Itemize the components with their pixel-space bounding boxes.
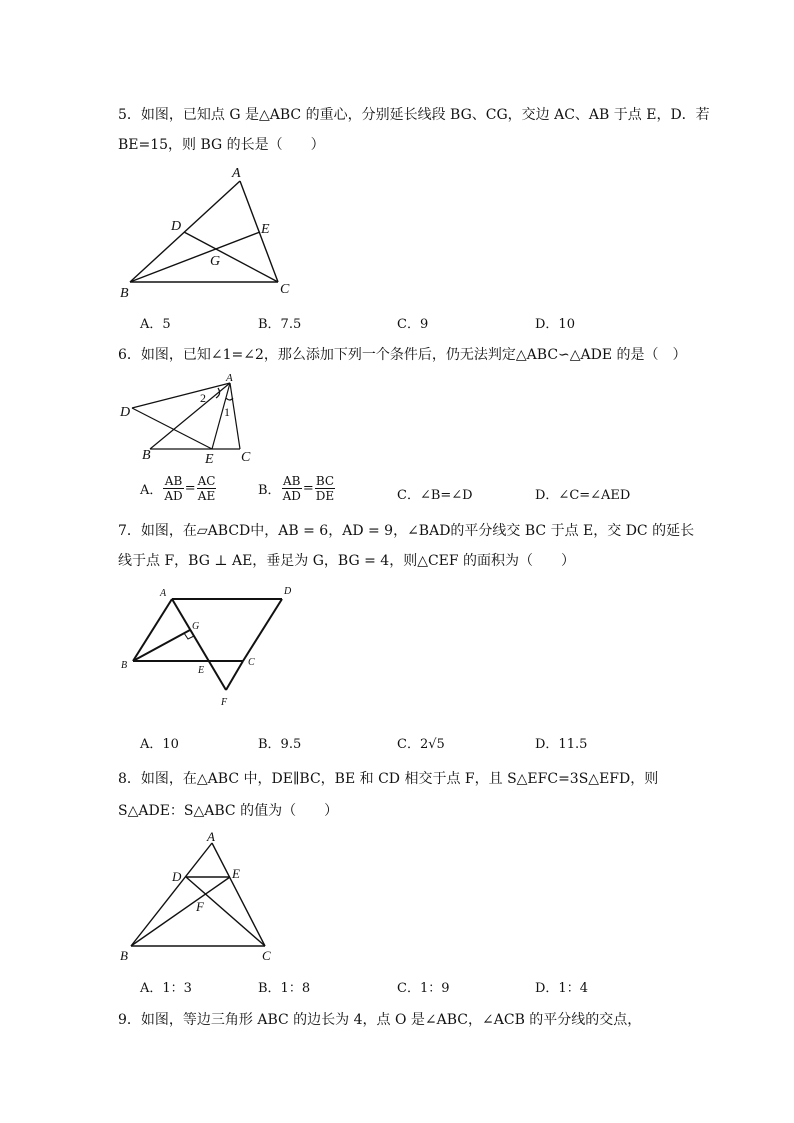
q6-option-a: A． $\frac{AB}{AD}$ = $\frac{AC}{AE}$ bbox=[140, 474, 216, 503]
q6-label-E: E bbox=[205, 452, 214, 467]
q7-label-E: E bbox=[198, 665, 205, 676]
q8-option-c: C．1：9 bbox=[397, 981, 450, 996]
q7-option-b: B．9.5 bbox=[258, 737, 302, 752]
q6-option-c: C．∠B=∠D bbox=[397, 488, 473, 503]
q6-option-a-den2: AE bbox=[197, 489, 216, 503]
q6-label-angle1: 1 bbox=[224, 405, 230, 419]
q5-option-d: D．10 bbox=[535, 317, 575, 332]
q5-label-A: A bbox=[232, 166, 241, 181]
q8-label-D: D bbox=[172, 869, 182, 884]
q6-label-B: B bbox=[142, 448, 151, 463]
q8-option-b: B．1：8 bbox=[258, 981, 311, 996]
q6-text-line1: 6．如图，已知∠1=∠2，那么添加下列一个条件后，仍无法判定△ABC∽△ADE 的是（ ） bbox=[118, 347, 687, 363]
q6-option-a-num2: AC bbox=[197, 474, 216, 488]
q5-label-E: E bbox=[261, 222, 270, 237]
q8-label-F: F bbox=[196, 899, 204, 914]
q7-text-line2: 线于点 F，BG ⊥ AE，垂足为 G，BG = 4，则△CEF 的面积为（ ） bbox=[118, 553, 576, 569]
q6-label-angle2: 2 bbox=[200, 391, 206, 405]
q5-option-a: A．5 bbox=[140, 317, 171, 332]
q7-label-F: F bbox=[221, 697, 228, 708]
q6-label-C: C bbox=[241, 450, 251, 465]
q5-option-c: C．9 bbox=[397, 317, 429, 332]
q6-option-b-den1: AD bbox=[282, 489, 301, 503]
q6-label-A: A bbox=[226, 372, 233, 384]
q6-option-b: B． $\frac{AB}{AD}$ = $\frac{BC}{DE}$ bbox=[258, 474, 335, 503]
q8-label-C: C bbox=[262, 948, 271, 963]
q7-option-d: D．11.5 bbox=[535, 737, 588, 752]
q6-option-b-den2: DE bbox=[315, 489, 335, 503]
q8-label-A: A bbox=[207, 829, 215, 844]
q5-text-line2: BE=15，则 BG 的长是（ ） bbox=[118, 137, 325, 153]
q7-label-C: C bbox=[248, 657, 255, 668]
q8-option-a: A．1：3 bbox=[140, 981, 192, 996]
q8-label-B: B bbox=[120, 948, 128, 963]
q8-option-d: D．1：4 bbox=[535, 981, 588, 996]
q8-text-line1: 8．如图，在△ABC 中，DE∥BC，BE 和 CD 相交于点 F，且 S△EFC=3S△EFD，则 bbox=[118, 771, 659, 787]
q8-text-line2: S△ADE：S△ABC 的值为（ ） bbox=[118, 803, 339, 819]
q5-text-line1: 5．如图，已知点 G 是△ABC 的重心，分别延长线段 BG、CG，交边 AC、AB 于点 E，D．若 bbox=[118, 107, 710, 123]
q5-option-b: B．7.5 bbox=[258, 317, 302, 332]
q7-option-a: A．10 bbox=[140, 737, 179, 752]
q6-option-b-num1: AB bbox=[282, 474, 301, 488]
q9-text-line1: 9．如图，等边三角形 ABC 的边长为 4，点 O 是∠ABC，∠ACB 的平分线的交点， bbox=[118, 1012, 642, 1028]
q6-option-b-prefix: B． bbox=[258, 483, 281, 498]
q5-label-B: B bbox=[120, 286, 129, 301]
q6-option-b-num2: BC bbox=[315, 474, 335, 488]
q5-label-G: G bbox=[210, 254, 221, 269]
q7-label-G: G bbox=[192, 621, 200, 632]
q6-option-a-den1: AD bbox=[164, 489, 183, 503]
q7-text-line1: 7．如图，在▱ABCD中，AB = 6，AD = 9，∠BAD的平分线交 BC 于点 E，交 DC 的延长 bbox=[118, 523, 695, 539]
q7-option-c: C．2√5 bbox=[397, 737, 445, 752]
q7-label-B: B bbox=[121, 660, 128, 671]
q6-option-d: D．∠C=∠AED bbox=[535, 488, 631, 503]
q7-label-A: A bbox=[160, 588, 167, 599]
q5-label-C: C bbox=[280, 282, 290, 297]
q6-option-a-num1: AB bbox=[164, 474, 183, 488]
q5-label-D: D bbox=[171, 219, 182, 234]
q6-label-D: D bbox=[120, 405, 131, 420]
q7-label-D: D bbox=[284, 586, 292, 597]
q8-label-E: E bbox=[232, 866, 240, 881]
q6-option-a-prefix: A． bbox=[140, 483, 163, 498]
